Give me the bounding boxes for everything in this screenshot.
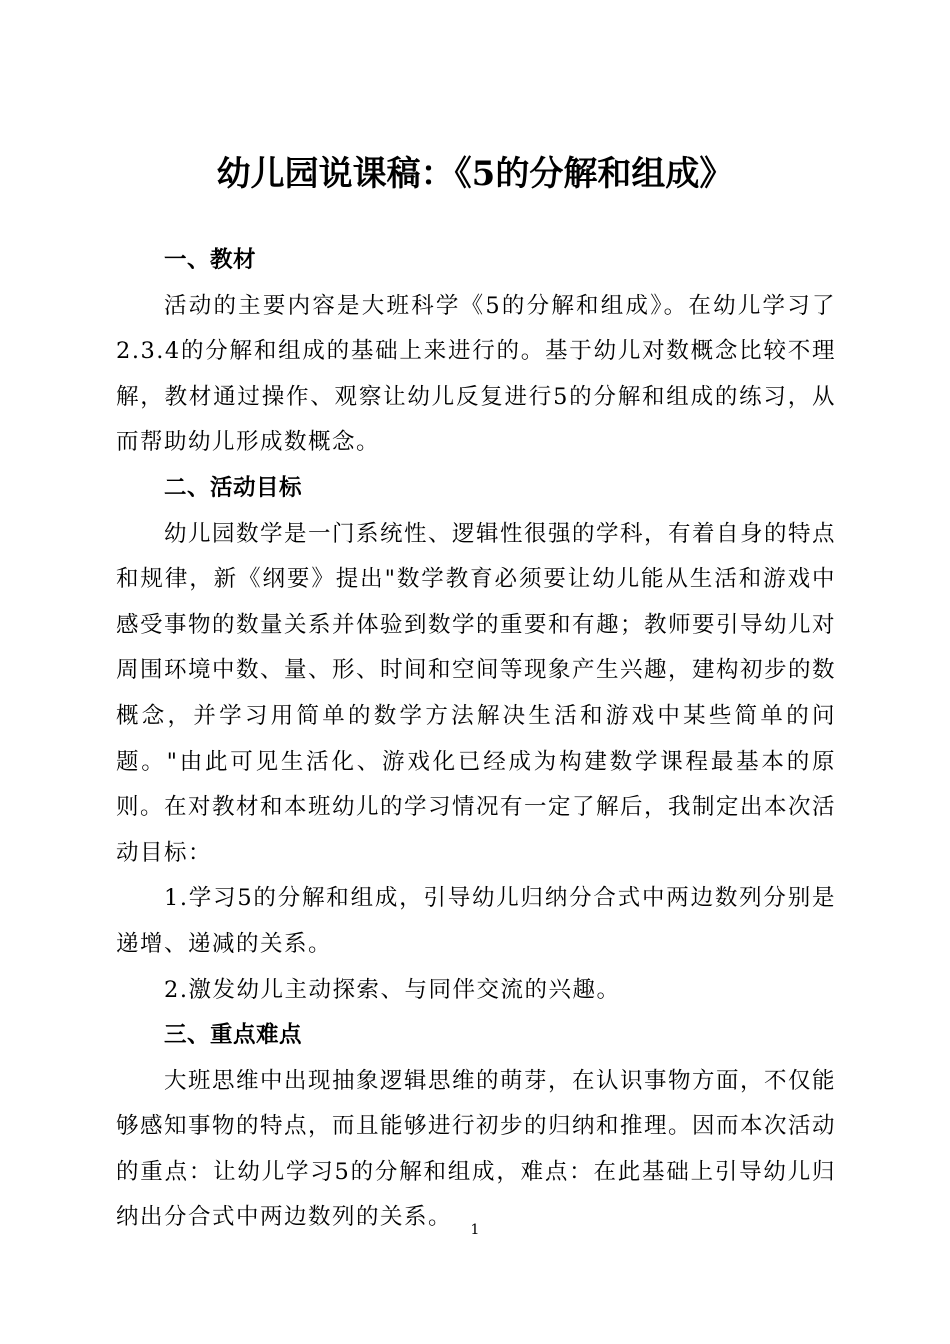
- paragraph: 幼儿园数学是一门系统性、逻辑性很强的学科，有着自身的特点和规律，新《纲要》提出"数学教育必须要让幼儿能从生活和游戏中感受事物的数量关系并体验到数学的重要和有趣；教师要引导幼儿对周围环境中数、量、形、时间和空间等现象产生兴趣，建构初步的数概念，并学习用简单的数学方法解决生活和游戏中某些简单的问题。"由此可见生活化、游戏化已经成为构建数学课程最基本的原则。在对教材和本班幼儿的学习情况有一定了解后，我制定出本次活动目标：: [116, 520, 837, 866]
- goal-item: 1.学习5的分解和组成，引导幼儿归纳分合式中两边数列分别是递增、递减的关系。: [116, 885, 836, 957]
- section-heading: 一、教材: [164, 247, 257, 273]
- section-activity-goals: [116, 466, 836, 1013]
- goal-item: 2.激发幼儿主动探索、与同伴交流的兴趣。: [164, 976, 621, 1003]
- document-body: [116, 238, 836, 1241]
- page-number: 1: [470, 1222, 480, 1238]
- section-key-difficulties: [116, 1013, 836, 1241]
- document-title: 幼儿园说课稿：《5的分解和组成》: [216, 154, 734, 194]
- section-teaching-material: [116, 238, 836, 466]
- paragraph: 大班思维中出现抽象逻辑思维的萌芽，在认识事物方面，不仅能够感知事物的特点，而且能够进行初步的归纳和推理。因而本次活动的重点：让幼儿学习5的分解和组成，难点：在此基础上引导幼儿归纳出分合式中两边数列的关系。: [116, 1067, 837, 1231]
- paragraph: 活动的主要内容是大班科学《5的分解和组成》。在幼儿学习了2.3.4的分解和组成的基础上来进行的。基于幼儿对数概念比较不理解，教材通过操作、观察让幼儿反复进行5的分解和组成的练习，从而帮助幼儿形成数概念。: [116, 292, 836, 456]
- section-heading: 二、活动目标: [164, 474, 303, 501]
- section-heading: 三、重点难点: [164, 1022, 303, 1049]
